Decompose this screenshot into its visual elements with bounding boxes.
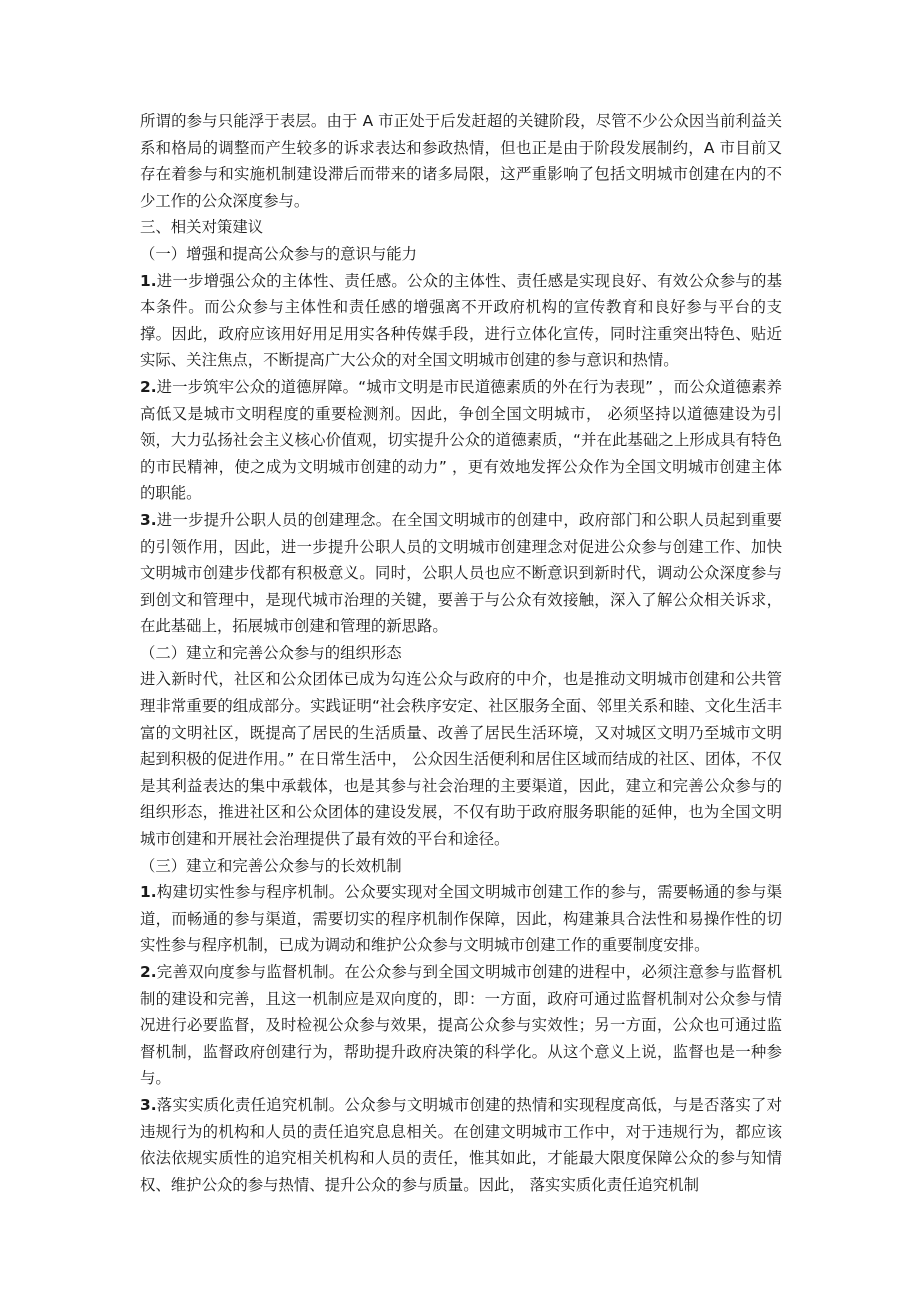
- intro-paragraph: 所谓的参与只能浮于表层。由于 A 市正处于后发赶超的关键阶段，尽管不少公众因当前利益关系和格局的调整而产生较多的诉求表达和参政热情，但也正是由于阶段发展制约，A 市目前又存在着参与和实施机制建设滞后而带来的诸多局限，这严重影响了包括文明城市创建在内的不少工作的公众深度参与。: [140, 112, 782, 210]
- item-text: 进一步筑牢公众的道德屏障。“城市文明是市民道德素质的外在行为表现” ，而公众道德素养高低又是城市文明程度的重要检测剂。因此，争创全国文明城市， 必须坚持以道德建设为引领，大力弘扬社会主义核心价值观，切实提升公众的道德素质，“并在此基础之上形成具有特色的市民精神，使之成为文明城市创建的动力” ，更有效地发挥公众作为全国文明城市创建主体的职能。: [140, 377, 782, 503]
- list-item: [140, 879, 782, 959]
- item-text: 进一步提升公职人员的创建理念。在全国文明城市的创建中，政府部门和公职人员起到重要的引领作用，因此，进一步提升公职人员的文明城市创建理念对促进公众参与创建工作、加快文明城市创建步伐都有积极意义。同时，公职人员也应不断意识到新时代，调动公众深度参与到创文和管理中，是现代城市治理的关键，要善于与公众有效接触，深入了解公众相关诉求，在此基础上，拓展城市创建和管理的新思路。: [140, 510, 782, 636]
- body-paragraph: 进入新时代，社区和公众团体已成为勾连公众与政府的中介，也是推动文明城市创建和公共管理非常重要的组成部分。实践证明“社会秩序安定、社区服务全面、邻里关系和睦、文化生活丰富的文明社区，既提高了居民的生活质量、改善了居民生活环境，又对城区文明乃至城市文明起到积极的促进作用。” 在日常生活中， 公众因生活便利和居住区域而结成的社区、团体，不仅是其利益表达的集中承载体，也是其参与社会治理的主要渠道，因此，建立和完善公众参与的组织形态，推进社区和公众团体的建设发展，不仅有助于政府服务职能的延伸，也为全国文明城市创建和开展社会治理提供了最有效的平台和途径。: [140, 670, 782, 849]
- list-item: [140, 959, 782, 1092]
- item-text: 进一步增强公众的主体性、责任感。公众的主体性、责任感是实现良好、有效公众参与的基本条件。而公众参与主体性和责任感的增强离不开政府机构的宣传教育和良好参与平台的支撑。因此，政府应该用好用足用实各种传媒手段，进行立体化宣传，同时注重突出特色、贴近实际、关注焦点，不断提高广大公众的对全国文明城市创建的参与意识和热情。: [140, 271, 782, 370]
- document-body: [140, 108, 782, 1198]
- item-number: 3.: [140, 1095, 157, 1114]
- item-number: 1.: [140, 271, 157, 290]
- list-item: [140, 374, 782, 507]
- item-number: 2.: [140, 963, 157, 981]
- item-text: 完善双向度参与监督机制。在公众参与到全国文明城市创建的进程中，必须注意参与监督机制的建设和完善，且这一机制应是双向度的，即：一方面，政府可通过监督机制对公众参与情况进行必要监督，及时检视公众参与效果，提高公众参与实效性；另一方面，公众也可通过监督机制，监督政府创建行为，帮助提升政府决策的科学化。从这个意义上说，监督也是一种参与。: [140, 963, 782, 1088]
- subsection-heading-2: （二）建立和完善公众参与的组织形态: [140, 643, 402, 662]
- item-text: 落实实质化责任追究机制。公众参与文明城市创建的热情和实现程度高低，与是否落实了对违规行为的机构和人员的责任追究息息相关。在创建文明城市工作中，对于违规行为，都应该依法依规实质性的追究相关机构和人员的责任，惟其如此，才能最大限度保障公众的参与知情权、维护公众的参与热情、提升公众的参与质量。因此， 落实实质化责任追究机制: [140, 1095, 782, 1194]
- section-heading-three: 三、相关对策建议: [140, 218, 264, 237]
- item-text: 构建切实性参与程序机制。公众要实现对全国文明城市创建工作的参与，需要畅通的参与渠道，而畅通的参与渠道，需要切实的程序机制作保障，因此，构建兼具合法性和易操作性的切实性参与程序机制，已成为调动和维护公众参与文明城市创建工作的重要制度安排。: [140, 883, 782, 955]
- list-item: [140, 268, 782, 374]
- subsection-heading-3: （三）建立和完善公众参与的长效机制: [140, 856, 402, 875]
- item-number: 3.: [140, 510, 157, 529]
- list-item: [140, 1092, 782, 1198]
- list-item: [140, 507, 782, 640]
- item-number: 2.: [140, 377, 157, 396]
- subsection-heading-1: （一）增强和提高公众参与的意识与能力: [140, 244, 418, 263]
- item-number: 1.: [140, 883, 157, 902]
